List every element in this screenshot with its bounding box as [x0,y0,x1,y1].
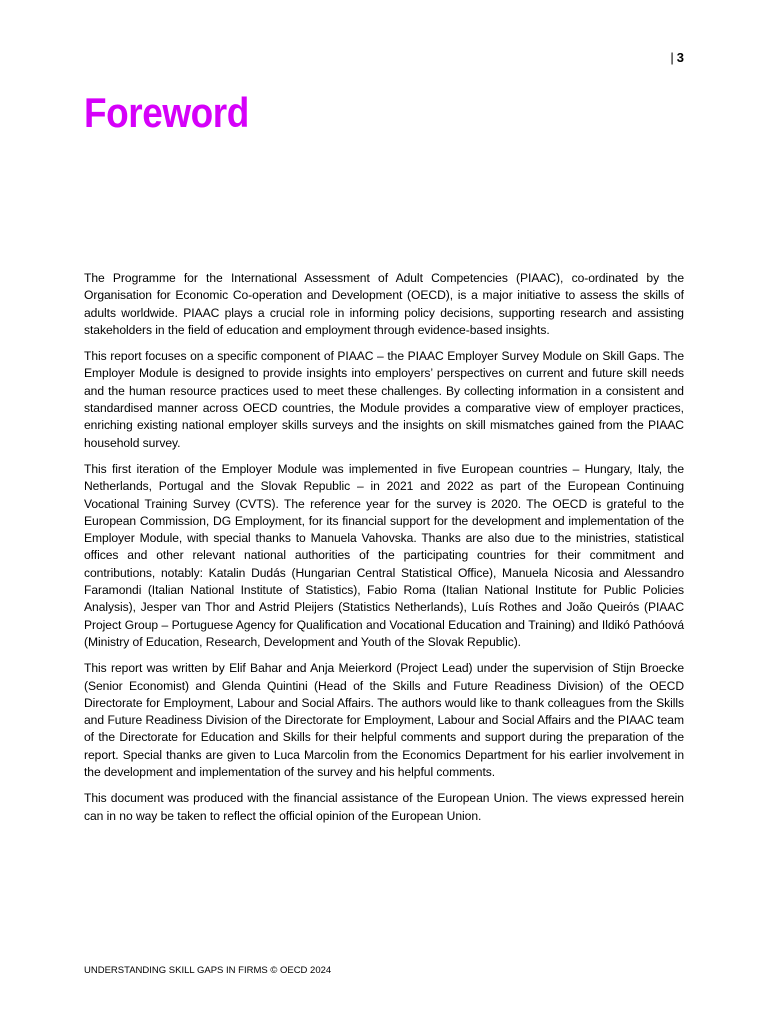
page-number [670,50,684,66]
page-number-value: 3 [676,50,684,65]
paragraph-piaac-intro: The Programme for the International Assessment of Adult Competencies (PIAAC), co-ordinated by the Organisation for Economic Co-operation and Development (OECD), is a major initiative to assess the skills of adults worldwide. PIAAC plays a crucial role in informing policy decisions, supporting research and assisting stakeholders in the field of education and employment through evidence-based insights. [84,271,684,337]
page-title: Foreword [84,89,249,136]
page-number-separator: | [670,50,674,65]
paragraph-report-focus: This report focuses on a specific component of PIAAC – the PIAAC Employer Survey Module on Skill Gaps. The Employer Module is designed to provide insights into employers’ perspectives on current and future skill needs and the human resource practices used to meet these challenges. By collecting information in a consistent and standardised manner across OECD countries, the Module provides a comparative view of employer practices, enriching existing national employer skills surveys and the insights on skill mismatches gained from the PIAAC household survey. [84,349,684,450]
page-footer: UNDERSTANDING SKILL GAPS IN FIRMS © OECD 2024 [84,965,332,976]
paragraph-authors: This report was written by Elif Bahar and Anja Meierkord (Project Lead) under the supervision of Stijn Broecke (Senior Economist) and Glenda Quintini (Head of the Skills and Future Readiness Division) of the OECD Directorate for Employment, Labour and Social Affairs. The authors would like to thank colleagues from the Skills and Future Readiness Division of the Directorate for Employment, Labour and Social Affairs and the PIAAC team of the Directorate for Education and Skills for their helpful comments and support during the preparation of the report. Special thanks are given to Luca Marcolin from the Economics Department for his earlier involvement in the development and implementation of the survey and his helpful comments. [84,661,684,780]
foreword-body [84,270,684,834]
paragraph-acknowledgements: This first iteration of the Employer Module was implemented in five European countries – Hungary, Italy, the Netherlands, Portugal and the Slovak Republic – in 2021 and 2022 as part of the European Continuing Vocational Training Survey (CVTS). The reference year for the survey is 2020. The OECD is grateful to the European Commission, DG Employment, for its financial support for the development and implementation of the Employer Module, with special thanks to Manuela Vahovska. Thanks are also due to the ministries, statistical offices and other relevant national authorities of the participating countries for their commitment and contributions, notably: Katalin Dudás (Hungarian Central Statistical Office), Manuela Nicosia and Alessandro Faramondi (Italian National Institute of Statistics), Fabio Roma (Italian National Institute for Public Policies Analysis), Jesper van Thor and Astrid Pleijers (Statistics Netherlands), Luís Rothes and João Queirós (PIAAC Project Group – Portuguese Agency for Qualification and Vocational Education and Training) and Ildikó Pathóová (Ministry of Education, Research, Development and Youth of the Slovak Republic). [84,461,684,649]
paragraph-eu-disclaimer: This document was produced with the financial assistance of the European Union. The views expressed herein can in no way be taken to reflect the official opinion of the European Union. [84,791,684,823]
